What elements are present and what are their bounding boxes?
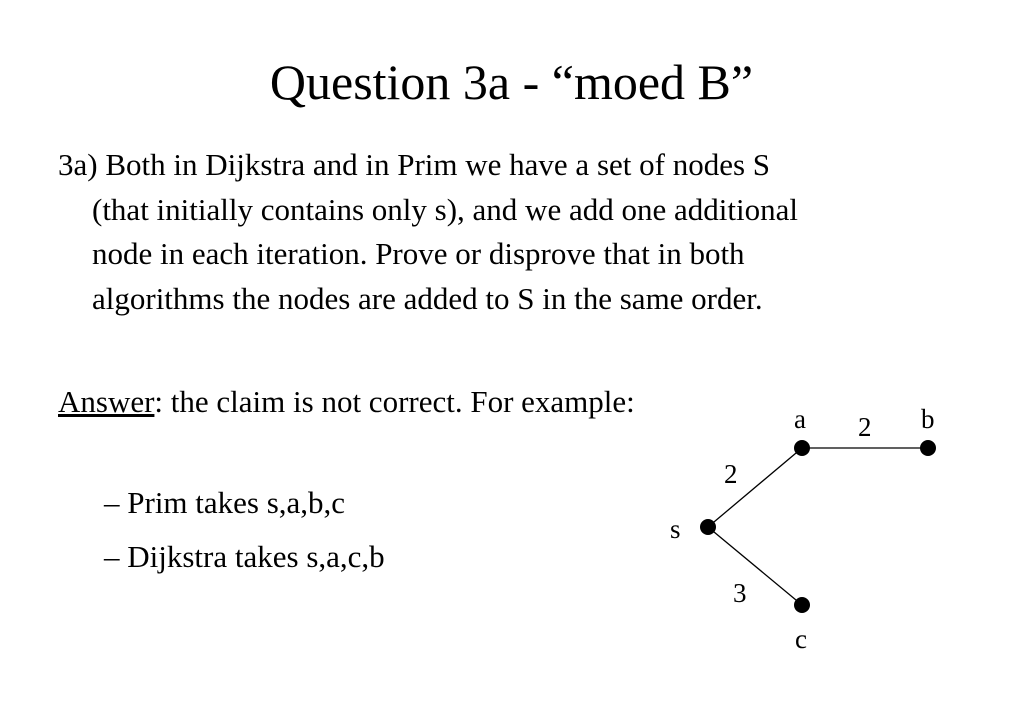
answer-text: : the claim is not correct. For example: <box>154 384 635 419</box>
slide-title: Question 3a - “moed B” <box>269 54 754 110</box>
example-graph <box>640 390 970 670</box>
edge-weight-s-c: 3 <box>733 578 747 608</box>
bullet-list <box>104 476 385 584</box>
question-line-3: node in each iteration. Prove or disprove that in both <box>92 236 745 271</box>
node-label-a: a <box>794 404 806 434</box>
node-b <box>920 440 936 456</box>
node-label-c: c <box>795 624 807 654</box>
edge-weight-s-a: 2 <box>724 459 738 489</box>
answer-paragraph <box>58 380 635 424</box>
question-line-4: algorithms the nodes are added to S in the same order. <box>92 280 763 316</box>
node-a <box>794 440 810 456</box>
answer-label: Answer <box>58 384 155 419</box>
edge-s-c <box>708 527 802 605</box>
bullet-dijkstra: – Dijkstra takes s,a,c,b <box>104 539 385 574</box>
node-label-b: b <box>921 404 935 434</box>
question-text <box>58 143 958 321</box>
question-line-2: (that initially contains only s), and we add one additional <box>92 191 798 227</box>
bullet-prim: – Prim takes s,a,b,c <box>104 485 346 520</box>
question-line-1: 3a) Both in Dijkstra and in Prim we have a set of nodes S <box>58 147 771 182</box>
node-label-s: s <box>670 514 681 544</box>
edge-s-a <box>708 448 802 527</box>
edge-weight-a-b: 2 <box>858 412 872 442</box>
node-s <box>700 519 716 535</box>
node-c <box>794 597 810 613</box>
